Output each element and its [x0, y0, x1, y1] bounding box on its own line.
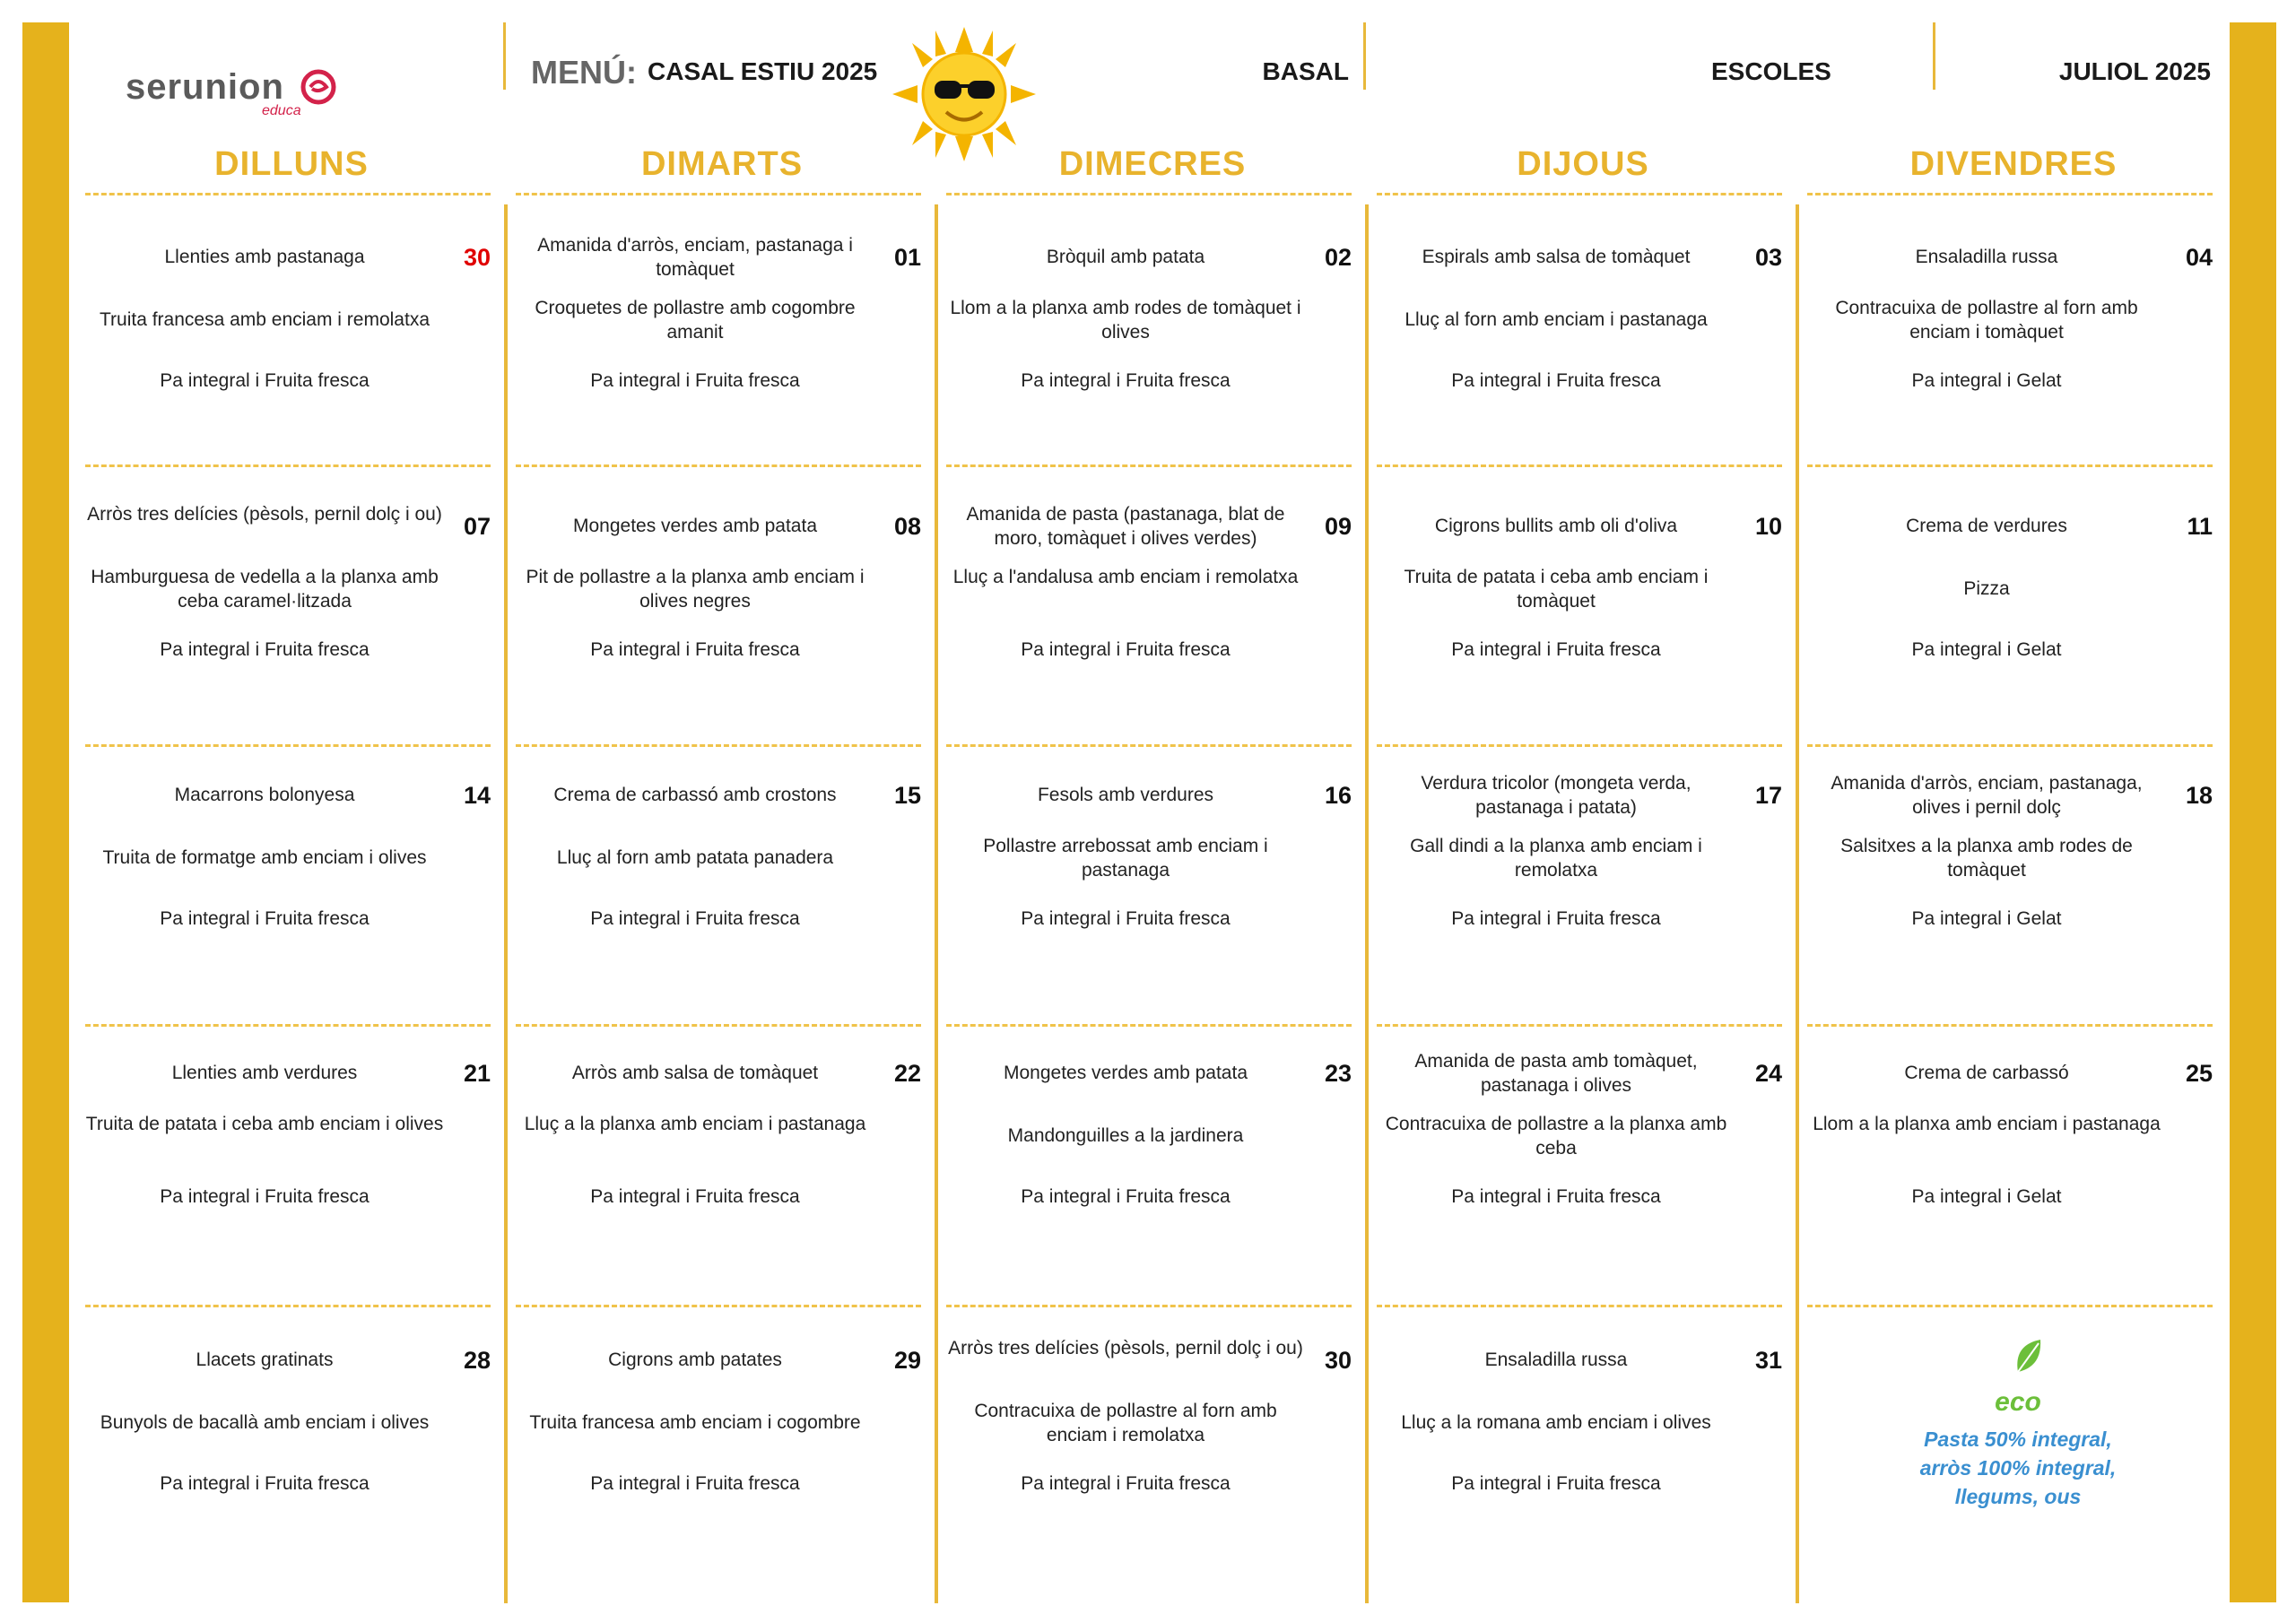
dessert: Pa integral i Fruita fresca	[1451, 1473, 1661, 1494]
day-header-dimecres: DIMECRES	[1058, 145, 1247, 183]
day-number: 29	[893, 1347, 921, 1374]
day-number: 21	[463, 1060, 491, 1087]
first-course: Llenties amb verdures	[171, 1063, 358, 1083]
day-cell	[1377, 206, 1789, 439]
second-course: Truita de formatge amb enciam i olives	[102, 847, 427, 868]
second-course: Bunyols de bacallà amb enciam i olives	[100, 1412, 430, 1433]
day-number: 22	[893, 1060, 921, 1087]
second-course: Pizza	[1963, 578, 2010, 599]
first-course: Mongetes verdes amb patata	[1004, 1063, 1248, 1083]
menu-type: BASAL	[1262, 57, 1349, 85]
eco-badge: eco	[1995, 1387, 2041, 1417]
eco-note	[1901, 1336, 2135, 1515]
first-course: Crema de carbassó amb crostons	[553, 785, 837, 805]
dessert: Pa integral i Gelat	[1911, 639, 2062, 660]
day-cell	[85, 1309, 498, 1542]
row-dashed-divider	[1807, 1305, 2213, 1307]
row-dashed-divider	[946, 193, 1352, 195]
day-number: 14	[463, 782, 491, 809]
dessert: Pa integral i Fruita fresca	[160, 370, 370, 391]
second-course: Lluç a la planxa amb enciam i pastanaga	[524, 1114, 866, 1134]
day-number: 24	[1754, 1060, 1782, 1087]
day-number: 16	[1324, 782, 1352, 809]
dessert: Pa integral i Fruita fresca	[1451, 639, 1661, 660]
first-course: Llacets gratinats	[196, 1350, 334, 1370]
first-course: Amanida de pasta amb tomàquet, pastanaga i olives	[1414, 1051, 1698, 1096]
dessert: Pa integral i Fruita fresca	[1021, 639, 1231, 660]
second-course: Lluç al forn amb patata panadera	[556, 847, 834, 868]
day-number: 02	[1324, 244, 1352, 271]
first-course: Macarrons bolonyesa	[174, 785, 355, 805]
day-number: 23	[1324, 1060, 1352, 1087]
row-dashed-divider	[516, 464, 921, 467]
row-dashed-divider	[85, 464, 491, 467]
row-dashed-divider	[1807, 193, 2213, 195]
second-course: Pollastre arrebossat amb enciam i pastanaga	[983, 836, 1268, 881]
day-number: 04	[2185, 244, 2213, 271]
first-course: Llenties amb pastanaga	[164, 247, 365, 267]
eco-line: Pasta 50% integral,	[1924, 1428, 2112, 1451]
header-divider	[503, 22, 506, 90]
column-divider	[1365, 204, 1369, 1603]
day-number: 09	[1324, 513, 1352, 540]
row-dashed-divider	[946, 1305, 1352, 1307]
column-divider	[935, 204, 938, 1603]
dessert: Pa integral i Gelat	[1911, 370, 2062, 391]
dessert: Pa integral i Fruita fresca	[590, 639, 800, 660]
first-course: Verdura tricolor (mongeta verda, pastanaga i patata)	[1421, 773, 1692, 818]
second-course: Pit de pollastre a la planxa amb enciam i olives negres	[526, 567, 865, 612]
column-divider	[1796, 204, 1799, 1603]
sun-sunglasses-icon	[892, 27, 1036, 161]
day-cell	[1377, 744, 1789, 977]
day-cell	[516, 1022, 928, 1255]
eco-line: arròs 100% integral,	[1919, 1456, 2117, 1480]
row-dashed-divider	[946, 464, 1352, 467]
day-header-dilluns: DILLUNS	[214, 145, 369, 183]
row-dashed-divider	[1377, 1305, 1782, 1307]
column-divider	[504, 204, 508, 1603]
first-course: Arròs amb salsa de tomàquet	[571, 1063, 819, 1083]
day-number: 01	[893, 244, 921, 271]
dessert: Pa integral i Fruita fresca	[160, 639, 370, 660]
day-cell	[946, 1022, 1359, 1255]
day-number: 10	[1754, 513, 1782, 540]
dessert: Pa integral i Fruita fresca	[1451, 908, 1661, 929]
day-number: 28	[463, 1347, 491, 1374]
first-course: Espirals amb salsa de tomàquet	[1422, 247, 1691, 267]
first-course: Amanida de pasta (pastanaga, blat de moro, tomàquet i olives verdes)	[966, 504, 1285, 549]
eco-line: llegums, ous	[1954, 1485, 2082, 1508]
first-course: Amanida d'arròs, enciam, pastanaga, olives i pernil dolç	[1831, 773, 2143, 818]
day-number: 15	[893, 782, 921, 809]
menu-label: MENÚ:	[531, 54, 637, 91]
row-dashed-divider	[516, 193, 921, 195]
day-cell	[85, 206, 498, 439]
day-cell	[1377, 475, 1789, 708]
second-course: Truita francesa amb enciam i remolatxa	[99, 309, 430, 330]
day-header-dimarts: DIMARTS	[640, 145, 804, 183]
second-course: Truita francesa amb enciam i cogombre	[529, 1412, 861, 1433]
first-course: Amanida d'arròs, enciam, pastanaga i tomàquet	[537, 235, 853, 280]
first-course: Bròquil amb patata	[1046, 247, 1205, 267]
dessert: Pa integral i Gelat	[1911, 1186, 2062, 1207]
day-header-divendres: DIVENDRES	[1909, 145, 2118, 183]
day-number: 30	[463, 244, 491, 271]
second-course: Contracuixa de pollastre al forn amb enciam i tomàquet	[1835, 298, 2138, 343]
second-course: Contracuixa de pollastre a la planxa amb ceba	[1385, 1114, 1727, 1159]
row-dashed-divider	[1377, 193, 1782, 195]
first-course: Ensaladilla russa	[1915, 247, 2058, 267]
dessert: Pa integral i Fruita fresca	[1451, 370, 1661, 391]
day-number: 25	[2185, 1060, 2213, 1087]
menu-title: CASAL ESTIU 2025	[648, 57, 878, 85]
menu-school: ESCOLES	[1711, 57, 1831, 85]
dessert: Pa integral i Fruita fresca	[590, 370, 800, 391]
second-course: Truita de patata i ceba amb enciam i olives	[85, 1114, 444, 1134]
brand-mark-icon	[300, 69, 336, 105]
day-cell	[516, 475, 928, 708]
day-header-dijous: DIJOUS	[1517, 145, 1649, 183]
dessert: Pa integral i Fruita fresca	[590, 908, 800, 929]
second-course: Lluç al forn amb enciam i pastanaga	[1405, 309, 1708, 330]
first-course: Ensaladilla russa	[1484, 1350, 1628, 1370]
right-border-bar	[2230, 22, 2276, 1602]
day-number: 08	[893, 513, 921, 540]
day-cell	[946, 475, 1359, 708]
menu-month: JULIOL 2025	[2058, 57, 2211, 85]
day-cell	[946, 206, 1359, 439]
day-cell	[516, 206, 928, 439]
day-cell	[1807, 1022, 2220, 1255]
first-course: Arròs tres delícies (pèsols, pernil dolç i ou)	[87, 504, 442, 525]
second-course: Salsitxes a la planxa amb rodes de tomàquet	[1840, 836, 2133, 881]
day-number: 07	[463, 513, 491, 540]
dessert: Pa integral i Fruita fresca	[1451, 1186, 1661, 1207]
dessert: Pa integral i Fruita fresca	[160, 1186, 370, 1207]
first-course: Crema de carbassó	[1904, 1063, 2069, 1083]
row-dashed-divider	[516, 1305, 921, 1307]
day-cell	[85, 744, 498, 977]
second-course: Llom a la planxa amb rodes de tomàquet i olives	[950, 298, 1301, 343]
first-course: Cigrons bullits amb oli d'oliva	[1434, 516, 1678, 536]
brand-name: serunion	[126, 67, 284, 107]
day-cell	[1807, 475, 2220, 708]
second-course: Mandonguilles a la jardinera	[1007, 1125, 1244, 1146]
first-course: Crema de verdures	[1906, 516, 2067, 536]
row-dashed-divider	[85, 193, 491, 195]
day-cell	[1377, 1309, 1789, 1542]
dessert: Pa integral i Fruita fresca	[590, 1186, 800, 1207]
row-dashed-divider	[1807, 464, 2213, 467]
second-course: Hamburguesa de vedella a la planxa amb ceba caramel·litzada	[91, 567, 439, 612]
row-dashed-divider	[1377, 464, 1782, 467]
dessert: Pa integral i Fruita fresca	[1021, 1473, 1231, 1494]
first-course: Mongetes verdes amb patata	[573, 516, 817, 536]
day-cell	[85, 1022, 498, 1255]
day-number: 18	[2185, 782, 2213, 809]
first-course: Arròs tres delícies (pèsols, pernil dolç i ou)	[948, 1338, 1303, 1358]
day-cell	[1807, 206, 2220, 439]
day-cell	[516, 744, 928, 977]
dessert: Pa integral i Fruita fresca	[590, 1473, 800, 1494]
serunion-logo	[126, 67, 359, 126]
day-number: 11	[2187, 513, 2213, 540]
second-course: Croquetes de pollastre amb cogombre amanit	[535, 298, 856, 343]
header-divider	[1363, 22, 1366, 90]
dessert: Pa integral i Fruita fresca	[1021, 370, 1231, 391]
day-cell	[946, 1309, 1359, 1542]
brand-sub: educa	[262, 103, 301, 118]
day-number: 31	[1754, 1347, 1782, 1374]
row-dashed-divider	[85, 1305, 491, 1307]
second-course: Llom a la planxa amb enciam i pastanaga	[1813, 1114, 2161, 1134]
day-number: 03	[1754, 244, 1782, 271]
day-cell	[946, 744, 1359, 977]
second-course: Gall dindi a la planxa amb enciam i remolatxa	[1410, 836, 1702, 881]
day-cell	[85, 475, 498, 708]
left-border-bar	[22, 22, 69, 1602]
second-course: Contracuixa de pollastre al forn amb enciam i remolatxa	[974, 1401, 1277, 1445]
second-course: Lluç a la romana amb enciam i olives	[1401, 1412, 1711, 1433]
first-course: Fesols amb verdures	[1037, 785, 1214, 805]
header-divider	[1933, 22, 1935, 90]
day-number: 17	[1754, 782, 1782, 809]
dessert: Pa integral i Fruita fresca	[1021, 908, 1231, 929]
day-cell	[1807, 744, 2220, 977]
day-cell	[1377, 1022, 1789, 1255]
day-number: 30	[1324, 1347, 1352, 1374]
dessert: Pa integral i Fruita fresca	[160, 908, 370, 929]
second-course: Lluç a l'andalusa amb enciam i remolatxa	[952, 567, 1299, 587]
second-course: Truita de patata i ceba amb enciam i tomàquet	[1404, 567, 1709, 612]
dessert: Pa integral i Gelat	[1911, 908, 2062, 929]
dessert: Pa integral i Fruita fresca	[1021, 1186, 1231, 1207]
day-cell	[516, 1309, 928, 1542]
dessert: Pa integral i Fruita fresca	[160, 1473, 370, 1494]
first-course: Cigrons amb patates	[608, 1350, 782, 1370]
